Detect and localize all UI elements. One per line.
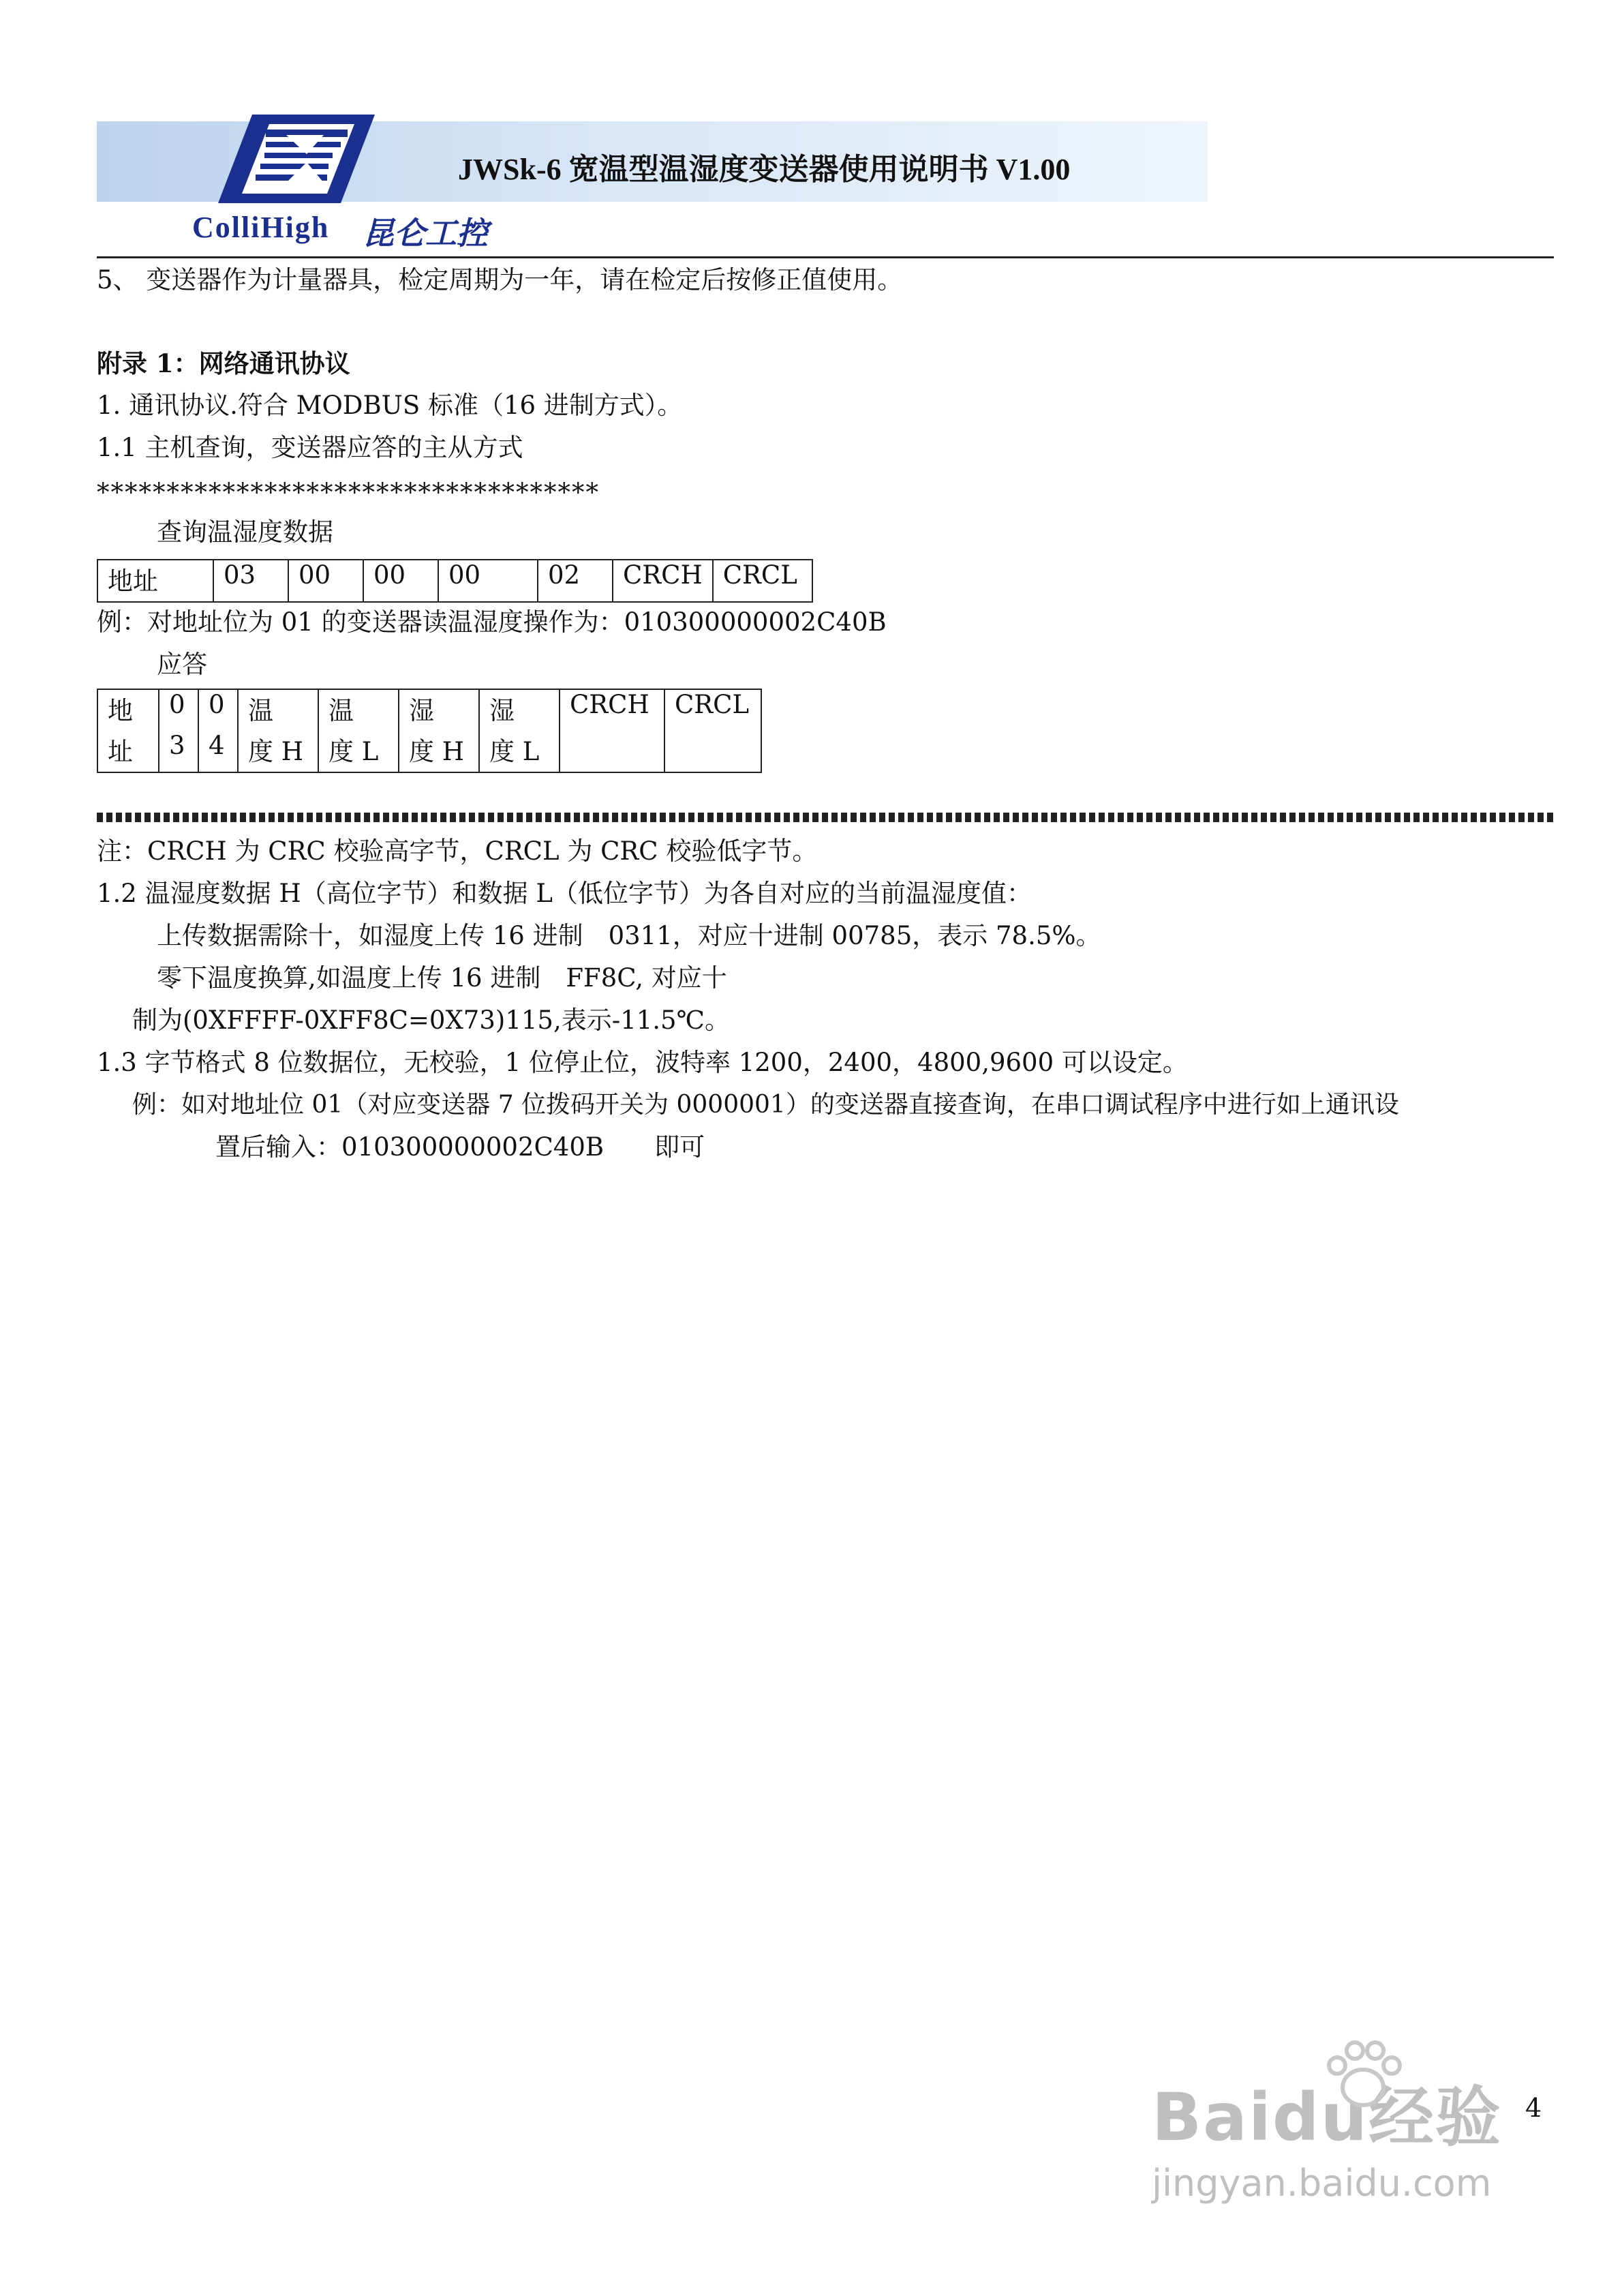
star-separator: ************************************ <box>97 478 600 507</box>
table-cell: 03 <box>213 560 288 602</box>
watermark <box>1152 2066 1502 2205</box>
table-cell: 00 <box>438 560 538 602</box>
table-cell: 湿 <box>479 689 560 731</box>
watermark-main: Baidu经验 <box>1152 2079 1502 2156</box>
table-cell: 址 <box>97 731 159 772</box>
paragraph-1-3: 1.3 字节格式 8 位数据位，无校验，1 位停止位，波特率 1200，2400，4800,9600 可以设定。 <box>97 1048 1188 1077</box>
table-row <box>97 731 761 772</box>
table-cell: 00 <box>363 560 438 602</box>
reply-title: 应答 <box>157 650 207 679</box>
table-cell: 温 <box>318 689 399 731</box>
table-cell: 湿 <box>399 689 479 731</box>
table-cell <box>664 731 761 772</box>
table-cell: 02 <box>538 560 613 602</box>
watermark-sub: jingyan.baidu.com <box>1152 2162 1492 2205</box>
note: 注：CRCH 为 CRC 校验高字节，CRCL 为 CRC 校验低字节。 <box>97 836 818 866</box>
table-cell: 0 <box>198 689 238 731</box>
document-title: JWSk-6 宽温型温湿度变送器使用说明书 V1.00 <box>458 153 1071 186</box>
table-cell <box>560 731 664 772</box>
paragraph-1: 1. 通讯协议.符合 MODBUS 标准（16 进制方式）。 <box>97 391 683 420</box>
paw-icon <box>1322 2038 1404 2113</box>
brand-name: ColliHigh <box>192 211 330 244</box>
table-cell: 4 <box>198 731 238 772</box>
paragraph-1-2-a: 上传数据需除十，如湿度上传 16 进制 0311，对应十进制 00785，表示 78.5%。 <box>157 921 1101 950</box>
table-cell: 地 <box>97 689 159 731</box>
query-title: 查询温湿度数据 <box>157 517 333 547</box>
paragraph-1-2-c: 制为(0XFFFF-0XFF8C=0X73)115,表示-11.5℃。 <box>132 1006 730 1035</box>
table-row <box>97 560 812 602</box>
table-cell: CRCH <box>560 689 664 731</box>
paragraph-1-1: 1.1 主机查询，变送器应答的主从方式 <box>97 433 523 462</box>
paragraph-1-2: 1.2 温湿度数据 H（高位字节）和数据 L（低位字节）为各自对应的当前温湿度值： <box>97 879 1032 908</box>
table-cell: 0 <box>159 689 198 731</box>
table-cell: 温 <box>238 689 318 731</box>
table-cell: 度 H <box>238 731 318 772</box>
table-cell: 00 <box>288 560 363 602</box>
header-rule <box>97 256 1554 258</box>
appendix-title: 附录 1：网络通讯协议 <box>97 348 350 378</box>
table-cell: 地址 <box>97 560 213 602</box>
table-cell: 度 H <box>399 731 479 772</box>
example-2-line-2: 置后输入：010300000002C40B 即可 <box>215 1132 705 1162</box>
table-row <box>97 689 761 731</box>
page-number: 4 <box>1525 2093 1542 2123</box>
company-logo <box>204 115 382 203</box>
table-cell: 度 L <box>318 731 399 772</box>
table-cell: CRCL <box>664 689 761 731</box>
brand-name-cn: 昆仑工控 <box>363 215 488 252</box>
dashed-separator <box>97 813 1554 822</box>
table-cell: 3 <box>159 731 198 772</box>
table-cell: CRCH <box>613 560 713 602</box>
example-2-line-1: 例：如对地址位 01（对应变送器 7 位拨码开关为 0000001）的变送器直接查询，在串口调试程序中进行如上通讯设 <box>132 1091 1399 1119</box>
paragraph-1-2-b: 零下温度换算,如温度上传 16 进制 FF8C, 对应十 <box>157 963 727 993</box>
reply-table <box>97 689 762 773</box>
table-cell: 度 L <box>479 731 560 772</box>
query-table <box>97 559 813 603</box>
table-cell: CRCL <box>713 560 812 602</box>
item-5: 5、 变送器作为计量器具，检定周期为一年，请在检定后按修正值使用。 <box>97 265 903 294</box>
example-1: 例：对地址位为 01 的变送器读温湿度操作为：010300000002C40B <box>97 607 887 637</box>
